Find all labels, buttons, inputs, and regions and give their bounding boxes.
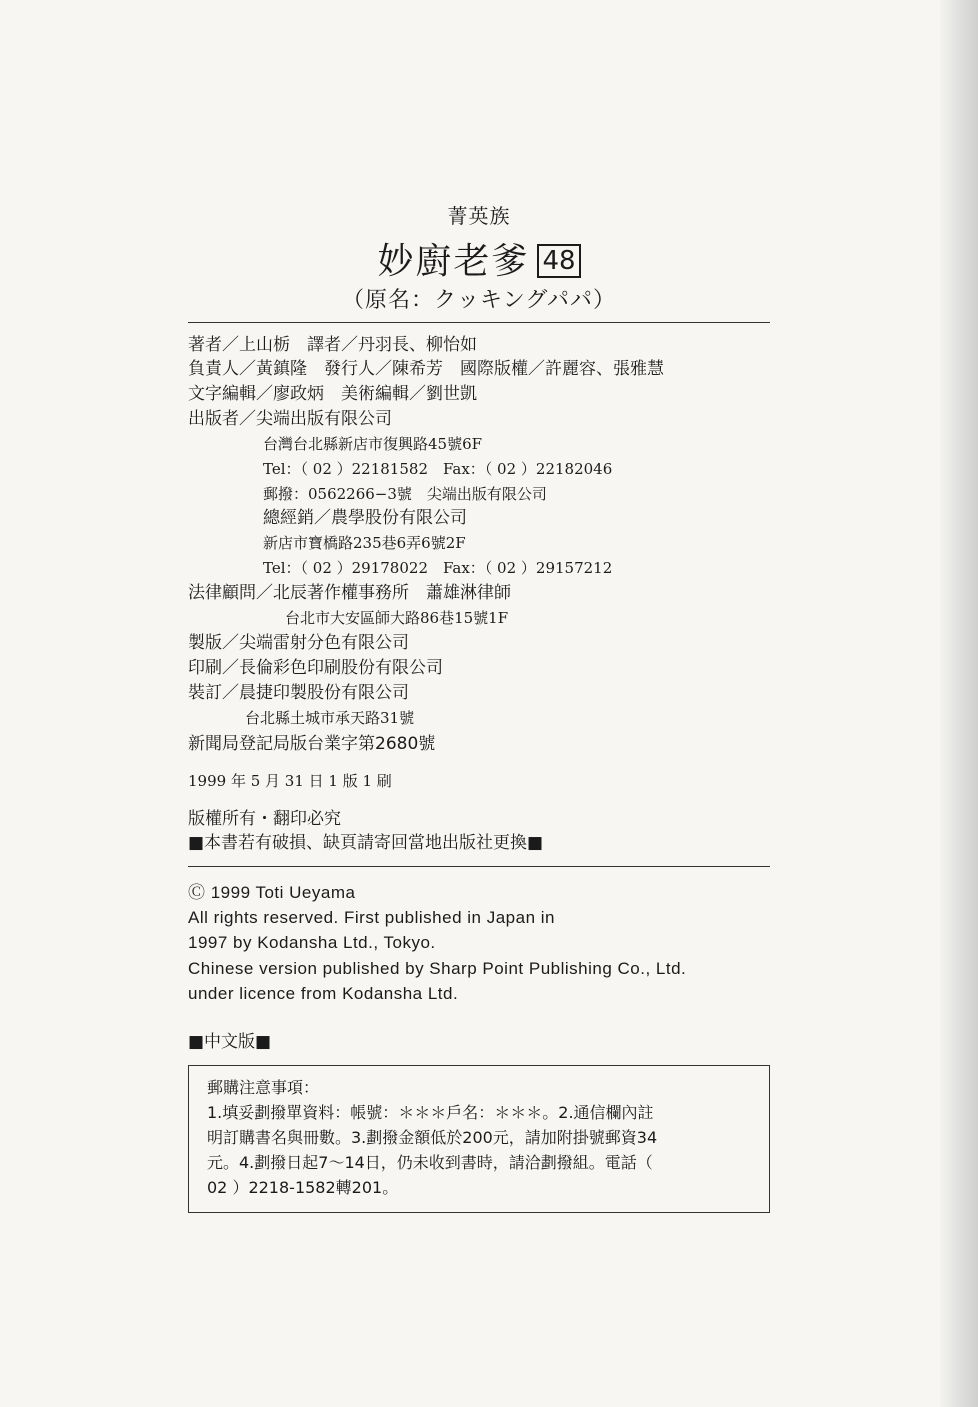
distributor-address: 新店市寶橋路235巷6弄6號2F — [263, 534, 466, 552]
credit-binding: 裝訂／晨捷印製股份有限公司 — [188, 683, 409, 703]
registration-number: 新聞局登記局版台業字第2680號 — [188, 734, 436, 754]
binding-address: 台北縣土城市承天路31號 — [245, 709, 415, 727]
series-name: 菁英族 — [447, 204, 511, 228]
legal-advisor-address: 台北市大安區師大路86巷15號1F — [285, 609, 509, 627]
credit-plate-making: 製版／尖端雷射分色有限公司 — [188, 633, 409, 653]
volume-number: 48 — [537, 244, 580, 278]
notice-heading: 郵購注意事項： — [207, 1078, 320, 1097]
distributor-phone-fax: Tel：（ 02 ）29178022 Fax：（ 02 ）29157212 — [263, 559, 613, 577]
credit-editors: 文字編輯／廖政炳 美術編輯／劉世凱 — [188, 384, 477, 404]
divider-middle — [188, 866, 770, 867]
notice-line: 明訂購書名與冊數。3.劃撥金額低於200元，請加附掛號郵資34 — [207, 1128, 658, 1147]
credit-publisher: 出版者／尖端出版有限公司 — [188, 409, 392, 429]
divider-top — [188, 322, 770, 323]
credit-author-translator: 著者／上山栃 譯者／丹羽長、柳怡如 — [188, 335, 477, 355]
notice-line: 元。4.劃撥日起7～14日，仍未收到書時，請洽劃撥組。電話（ — [207, 1153, 653, 1172]
credit-distributor: 總經銷／農學股份有限公司 — [263, 508, 467, 528]
mail-order-notice-box — [188, 1065, 770, 1213]
publisher-phone-fax: Tel：（ 02 ）22181582 Fax：（ 02 ）22182046 — [263, 460, 613, 478]
book-title-text: 妙廚老爹 — [377, 241, 530, 282]
notice-line: 1.填妥劃撥單資料：帳號：＊＊＊戶名：＊＊＊。2.通信欄內註 — [207, 1103, 654, 1122]
english-rights-line: All rights reserved. First published in Japan in — [188, 908, 555, 927]
credit-responsible-publisher: 負責人／黃鎮隆 發行人／陳希芳 國際版權／許麗容、張雅慧 — [188, 359, 664, 379]
replacement-notice: ■本書若有破損、缺頁請寄回當地出版社更換■ — [188, 833, 544, 853]
copyright-line: Ⓒ 1999 Toti Ueyama — [188, 883, 356, 902]
credit-printing: 印刷／長倫彩色印刷股份有限公司 — [188, 658, 443, 678]
credit-legal-advisor: 法律顧問／北辰著作權事務所 蕭雄淋律師 — [188, 583, 511, 603]
publisher-address: 台灣台北縣新店市復興路45號6F — [263, 435, 483, 453]
rights-reserved: 版權所有・翻印必究 — [188, 809, 341, 829]
english-publication-line: 1997 by Kodansha Ltd., Tokyo. — [188, 933, 436, 952]
notice-line: 02 ）2218-1582轉201。 — [207, 1178, 399, 1197]
chinese-edition-label: ■中文版■ — [188, 1032, 272, 1052]
chinese-version-line: Chinese version published by Sharp Point Publishing Co., Ltd. — [188, 959, 687, 978]
original-title: （原名：クッキングパパ） — [341, 288, 617, 313]
edition-date: 1999 年 5 月 31 日 1 版 1 刷 — [188, 772, 392, 790]
licence-line: under licence from Kodansha Ltd. — [188, 984, 459, 1003]
publisher-postal-account: 郵撥：0562266−3號 尖端出版有限公司 — [263, 485, 547, 503]
book-title — [0, 240, 958, 284]
